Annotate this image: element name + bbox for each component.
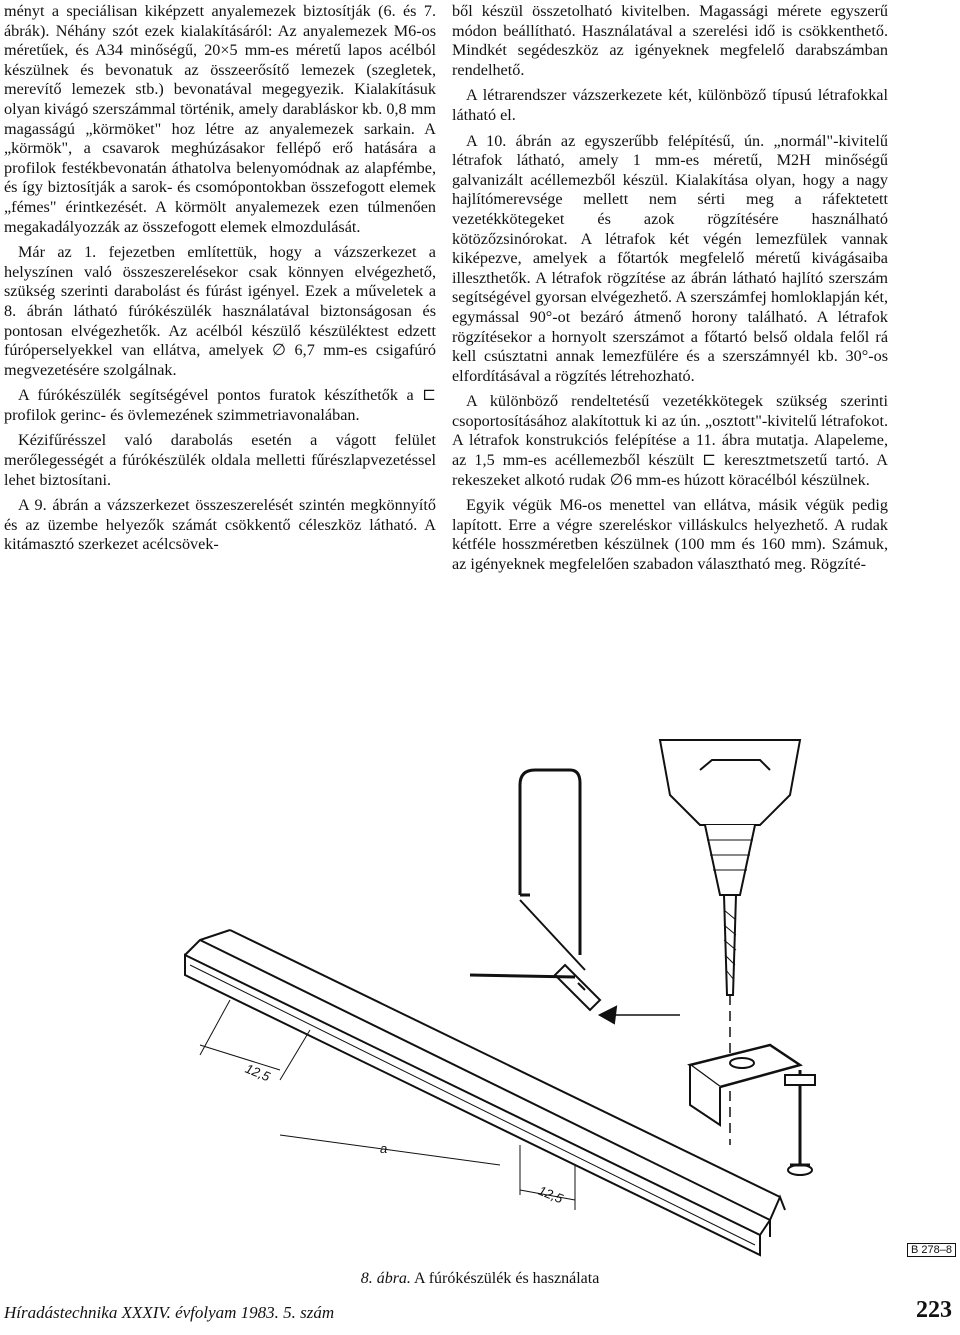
figure-code: B 278–8 — [907, 1243, 956, 1257]
paragraph: A 10. ábrán az egyszerűbb felépítésű, ún. „normál"-kivitelű létrafok látható, amely 1 mm-es méretű, M2H minőségű galvanizált acéllemezből készül. Kialakítása olyan, hogy a nagy hajlítómerevsége mellett nem sérti meg a ráfektetett vezetékkötegeket és azok rögzítésére használható kötözőzsinórokat. A létrafok két végén lemezfülek vannak kiképezve, amelyek a főtartók megfelelő méretű kivágásaiba illeszthetők. A létrafok rögzítése az ábrán látható hajlító szerszám segítségével gyorsan elvégezhető. A szerszámfej homloklapján két, egymással 90°-ot bezáró átmenő horony található. A létrafok rögzítésekor a hornyolt szerszámot a főtartó belső oldala felől rá kell csúsztatni annak lemezfülére és a szerszámnyél kb. 30°-os elfordításával a rögzítés létrehozható. — [452, 131, 888, 385]
paragraph: Kézifűrésszel való darabolás esetén a vágott felület merőlegességét a fúrókészülék oldala melletti fűrészlapvezetéssel lehet biztosítani. — [4, 431, 436, 489]
paragraph: A fúrókészülék segítségével pontos furatok készíthetők a ⊏ profilok gerinc- és övlemezének szimmetriavonalában. — [4, 386, 436, 424]
paragraph: A létrarendszer vázszerkezete két, különböző típusú létrafokkal látható el. — [452, 86, 888, 124]
left-column — [4, 2, 436, 561]
paragraph: A 9. ábrán a vázszerkezet összeszerelését szintén megkönnyítő és az üzembe helyezők számát csökkentő céleszköz látható. A kitámasztó szerkezet acélcsövek- — [4, 496, 436, 554]
journal-footer: Híradástechnika XXXIV. évfolyam 1983. 5. szám — [4, 1303, 335, 1322]
paragraph: Már az 1. fejezetben említettük, hogy a vázszerkezet a helyszínen való összeszerelésekor csak könnyen elvégezhető, szükség szerinti darabolást és fúrást igényel. Ezek a műveletek a 8. ábrán látható fúrókészülék használatával biztonságosan és pontosan elvégezhetők. Az acélból készülő készüléktest edzett fúróperselyekkel van ellátva, amelyek ∅ 6,7 mm-es csigafúró megvezetésére szolgálnak. — [4, 243, 436, 379]
dimension-label: 12,5 — [536, 1182, 566, 1207]
paragraph: ményt a speciálisan kiképzett anyalemezek biztosítják (6. és 7. ábrák). Néhány szót ezek kialakításáról: Az anyalemezek M6-os méretűek, és A34 minőségű, 20×5 mm-es méretű lapos acélból készülnek és bevonatuk az összeerősítő lemezek (szegletek, merevítő lemezek stb.) bevonatával megegyezik. Kialakításuk olyan kivágó szerszámmal történik, amely darabláskor kb. 0,8 mm magasságú „körmöket" hoz létre az anyalemezek sarkain. A „körmök", a csavarok meghúzásakor fellépő erő hatására a profilok festékbevonatán áthatolva belenyomódnak az alapfémbe, és így biztosítják a sarok- és csomópontokban összefogott elemek „fémes" érintkezését. A körmölt anyalemezek ezen túlmenően megakadályozzák az összefogott elemek elmozdulását. — [4, 2, 436, 236]
right-column — [452, 2, 888, 581]
paragraph: Egyik végük M6-os menettel van ellátva, másik végük pedig lapított. Erre a végre szereléskor villáskulcs helyezhető. A rudak kétféle hosszméretben készülnek (100 mm és 160 mm). Számuk, az igényeknek megfelelően szabadon választható meg. Rögzíté- — [452, 496, 888, 574]
drill-jig-illustration — [0, 725, 960, 1280]
figure-caption — [0, 1270, 960, 1288]
caption-number: 8. ábra. — [360, 1270, 411, 1287]
paragraph: A különböző rendeltetésű vezetékkötegek szükség szerinti csoportosításához alakítottuk ki az ún. „osztott"-kivitelű létrafokot. A létrafok konstrukciós felépítése a 11. ábra mutatja. Alapeleme, az 1,5 mm-es acéllemezből készült ⊏ keresztmetszetű tartó. A rekeszeket alkotó rudak ∅6 mm-es húzott köracélból készülnek. — [452, 392, 888, 489]
drill-jig-drawing — [0, 725, 960, 1280]
paragraph: ből készül összetolható kivitelben. Magassági mérete egyszerű módon beállítható. Használatával a szerelési idő is csökkenthető. Mindkét segédeszköz az igényeknek megfelelő darabszámban rendelhető. — [452, 2, 888, 79]
page-number: 223 — [916, 1297, 952, 1323]
dimension-label: 12,5 — [243, 1060, 273, 1085]
caption-text: A fúrókészülék és használata — [414, 1270, 600, 1287]
dimension-label-a: a — [380, 1141, 388, 1156]
